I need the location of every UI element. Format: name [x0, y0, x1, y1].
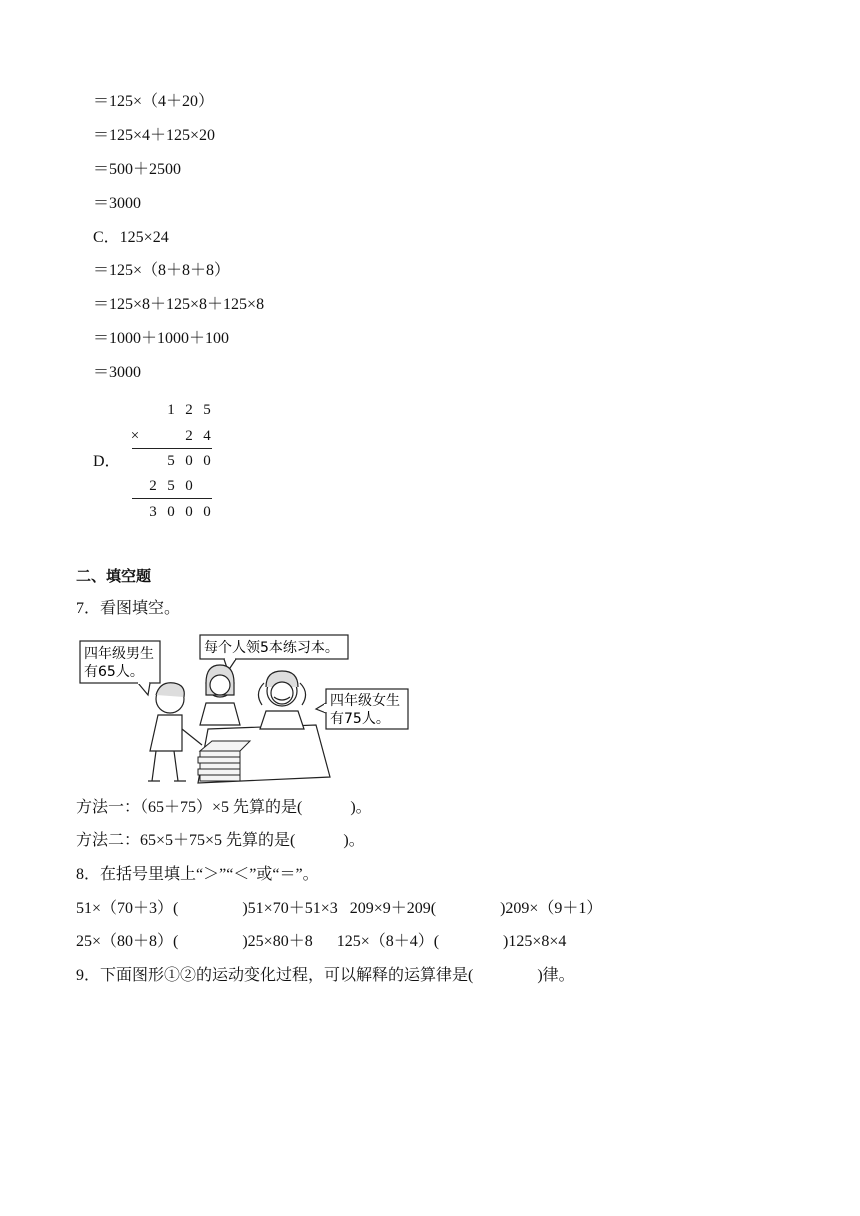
result-digit: 0	[167, 504, 175, 520]
multiplier-digit: 4	[203, 428, 211, 444]
solution-b-line-3: ＝500＋2500	[93, 161, 182, 178]
solution-b-line-2: ＝125×4＋125×20	[93, 127, 216, 144]
bubble-girls	[316, 689, 408, 729]
partial1-digit: 0	[185, 453, 193, 469]
bubble-each-text: 每个人领5本练习本。	[204, 640, 339, 656]
q7-illustration	[78, 633, 418, 788]
multiplicand-digit: 5	[203, 402, 211, 418]
partial2-digit: 2	[149, 478, 157, 494]
option-d-label: D．	[93, 453, 121, 470]
multiplicand-digit: 1	[167, 402, 175, 418]
option-c-line-1: ＝125×（8＋8＋8）	[93, 262, 231, 279]
solution-b-line-1: ＝125×（4＋20）	[93, 93, 215, 110]
option-c-line-4: ＝3000	[93, 364, 142, 381]
q8-title: 8．在括号里填上“＞”“＜”或“＝”。	[76, 866, 319, 883]
bubble-girls-line-1: 四年级女生	[330, 693, 400, 709]
q7-method1: 方法一：（65＋75）×5 先算的是( )。	[76, 799, 372, 816]
option-c-label: C．125×24	[93, 229, 169, 246]
partial2-digit: 5	[167, 478, 175, 494]
solution-b-line-4: ＝3000	[93, 195, 142, 212]
bubble-boys	[80, 641, 160, 695]
result-digit: 0	[203, 504, 211, 520]
calc-rule	[132, 498, 212, 499]
result-digit: 3	[149, 504, 157, 520]
q9-title: 9．下面图形①②的运动变化过程，可以解释的运算律是( )律。	[76, 967, 575, 984]
bubble-boys-line-2: 有65人。	[84, 664, 144, 680]
q7-method2: 方法二：65×5＋75×5 先算的是( )。	[76, 832, 365, 849]
multiplicand-digit: 2	[185, 402, 193, 418]
partial1-digit: 0	[203, 453, 211, 469]
times-sign: ×	[130, 428, 140, 444]
q8-row2: 25×（80＋8）( )25×80＋8 125×（8＋4）( )125×8×4	[76, 933, 567, 950]
calc-rule	[132, 448, 212, 449]
option-c-line-3: ＝1000＋1000＋100	[93, 330, 230, 347]
bubble-girls-line-2: 有75人。	[330, 711, 390, 727]
bubble-boys-line-1: 四年级男生	[84, 646, 154, 662]
section-heading: 二、填空题	[76, 568, 152, 585]
option-c-line-2: ＝125×8＋125×8＋125×8	[93, 296, 265, 313]
partial1-digit: 5	[167, 453, 175, 469]
partial2-digit: 0	[185, 478, 193, 494]
multiplier-digit: 2	[185, 428, 193, 444]
result-digit: 0	[185, 504, 193, 520]
q8-row1: 51×（70＋3）( )51×70＋51×3 209×9＋209( )209×（9＋1）	[76, 900, 603, 917]
q7-title: 7．看图填空。	[76, 600, 181, 617]
